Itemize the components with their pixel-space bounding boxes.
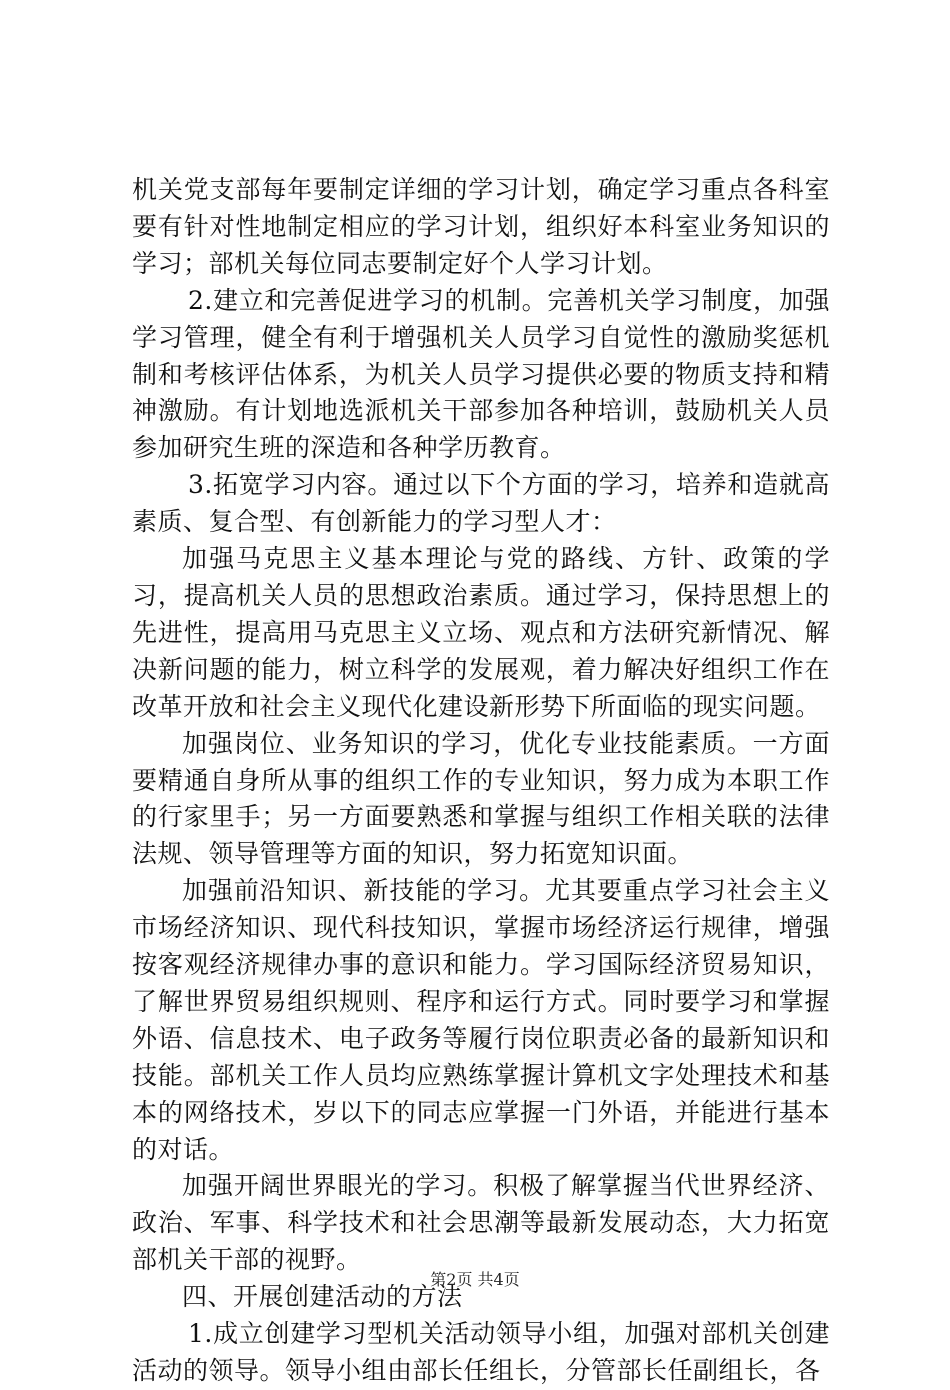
paragraph-2: 2.建立和完善促进学习的机制。完善机关学习制度，加强学习管理，健全有利于增强机关人员学习自觉性的激励奖惩机制和考核评估体系，为机关人员学习提供必要的物质支持和精神激励。有计划地选派机关干部参加各种培训，鼓励机关人员参加研究生班的深造和各种学历教育。 [132, 285, 830, 463]
paragraph-9: 1.成立创建学习型机关活动领导小组，加强对部机关创建活动的领导。领导小组由部长任组长，分管部长任副组长，各 [132, 1319, 830, 1385]
paragraph-7: 加强开阔世界眼光的学习。积极了解掌握当代世界经济、政治、军事、科学技术和社会思潮等最新发展动态，大力拓宽部机关干部的视野。 [132, 1171, 830, 1275]
paragraph-1: 机关党支部每年要制定详细的学习计划，确定学习重点各科室要有针对性地制定相应的学习计划，组织好本科室业务知识的学习；部机关每位同志要制定好个人学习计划。 [132, 175, 830, 278]
section-heading: 四、开展创建活动的方法 [182, 1282, 463, 1312]
paragraph-3: 3.拓宽学习内容。通过以下个方面的学习，培养和造就高素质、复合型、有创新能力的学习型人才： [132, 470, 830, 537]
paragraph-5: 加强岗位、业务知识的学习，优化专业技能素质。一方面要精通自身所从事的组织工作的专业知识，努力成为本职工作的行家里手；另一方面要熟悉和掌握与组织工作相关联的法律法规、领导管理等方面的知识，努力拓宽知识面。 [132, 728, 830, 869]
paragraph-4: 加强马克思主义基本理论与党的路线、方针、政策的学习，提高机关人员的思想政治素质。通过学习，保持思想上的先进性，提高用马克思主义立场、观点和方法研究新情况、解决新问题的能力，树立科学的发展观，着力解决好组织工作在改革开放和社会主义现代化建设新形势下所面临的现实问题。 [132, 544, 830, 721]
paragraph-6: 加强前沿知识、新技能的学习。尤其要重点学习社会主义市场经济知识、现代科技知识，掌握市场经济运行规律，增强按客观经济规律办事的意识和能力。学习国际经济贸易知识，了解世界贸易组织规则、程序和运行方式。同时要学习和掌握外语、信息技术、电子政务等履行岗位职责必备的最新知识和技能。部机关工作人员均应熟练掌握计算机文字处理技术和基本的网络技术，岁以下的同志应掌握一门外语，并能进行基本的对话。 [132, 876, 830, 1164]
page-footer: 第2页 共4页 [430, 1270, 520, 1289]
document-body [132, 172, 830, 1390]
